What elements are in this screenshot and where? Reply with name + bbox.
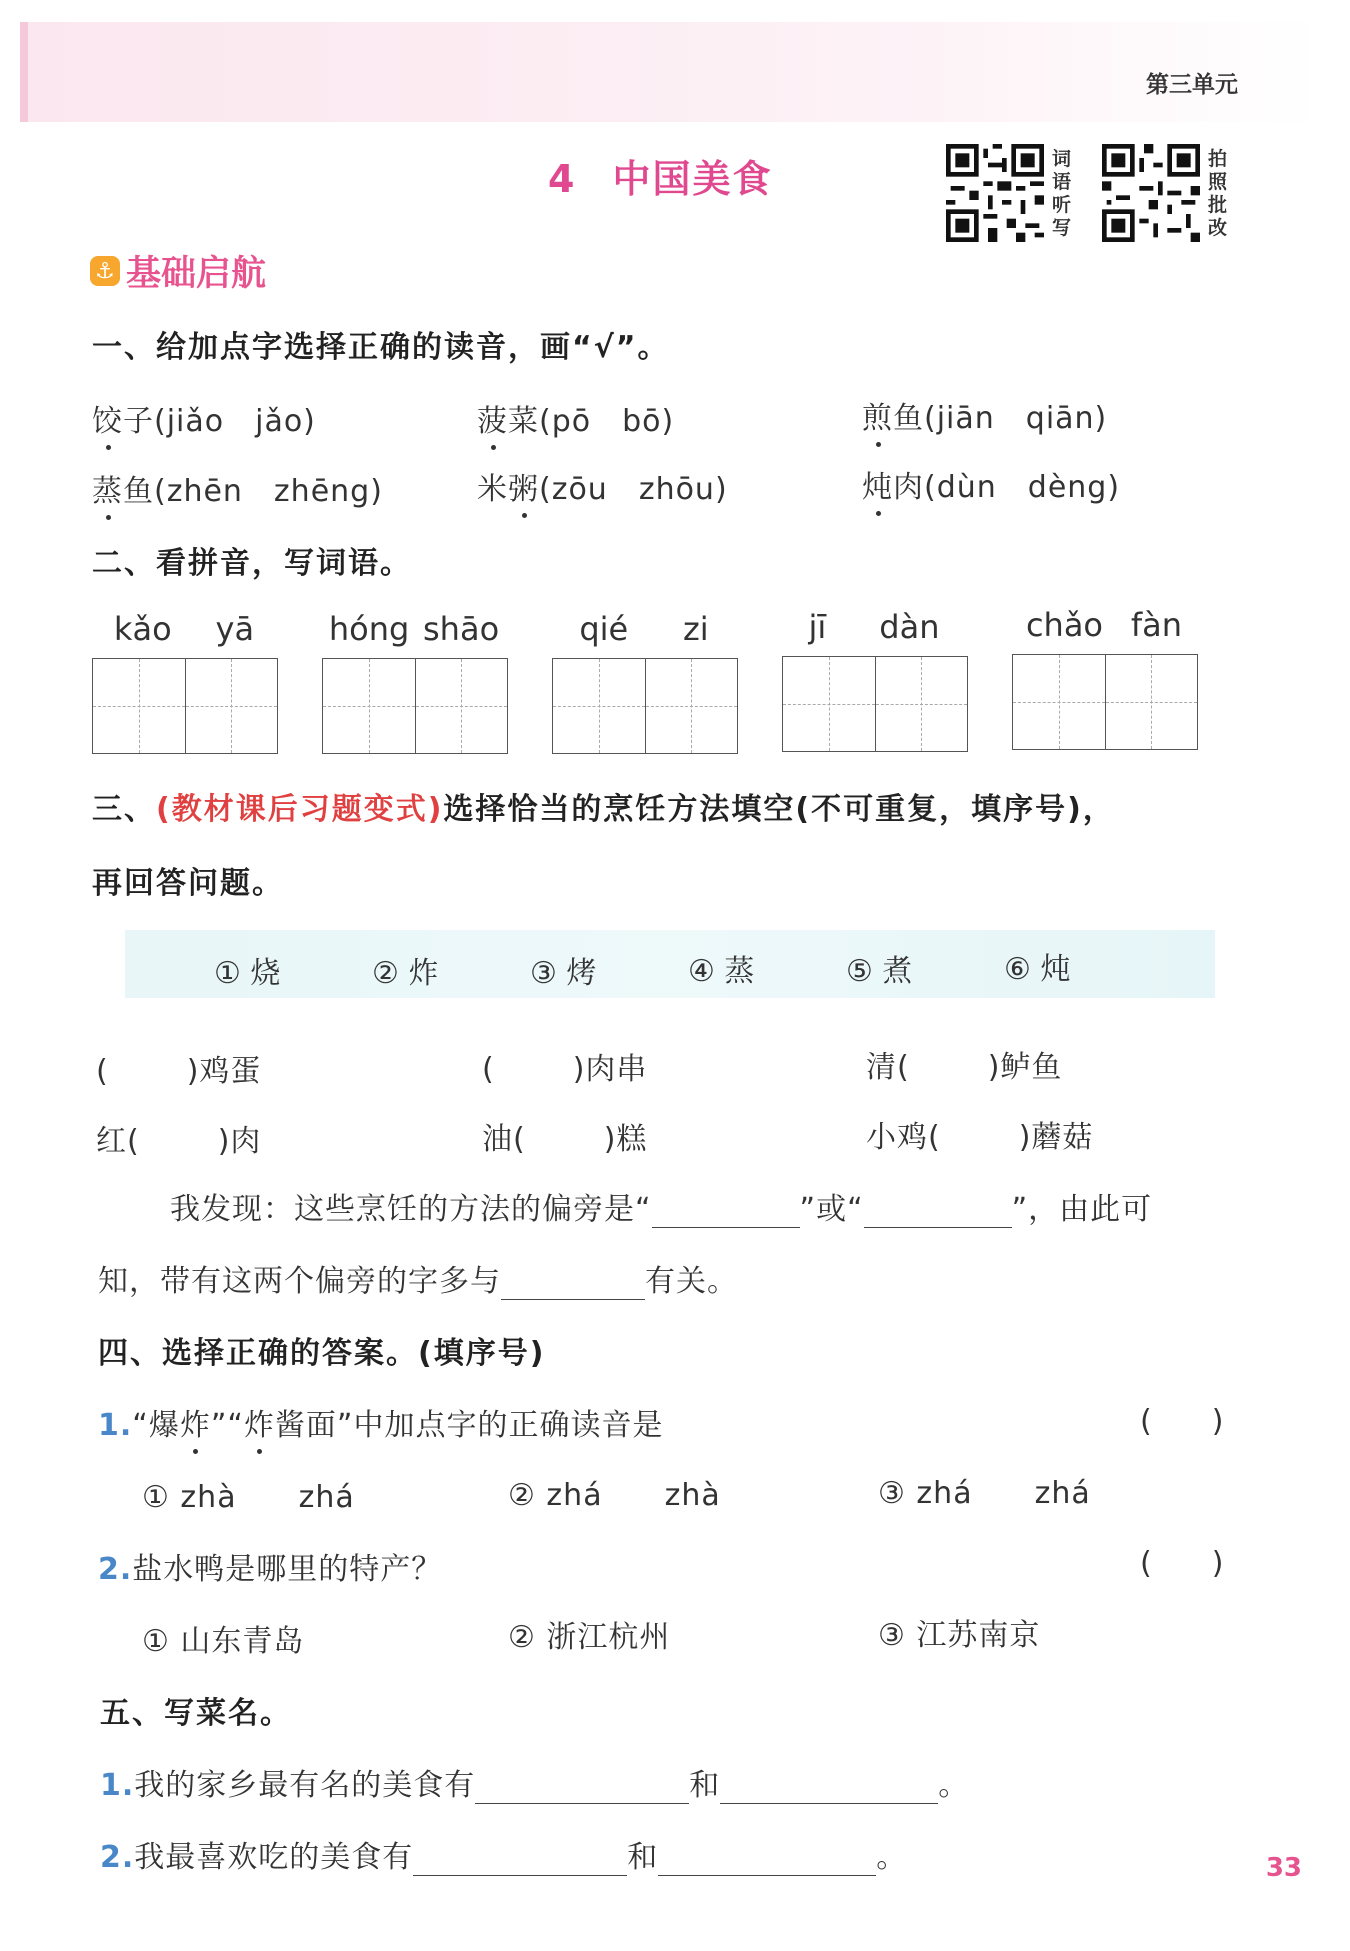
method-option: ④ 蒸: [688, 954, 755, 989]
q3-tag: (教材课后习题变式): [156, 792, 444, 827]
pinyin-group: jī dàn: [808, 608, 940, 646]
method-option: ② 炸: [372, 956, 439, 991]
q2-title: 二、看拼音，写词语。: [92, 546, 412, 581]
qr-code-icon[interactable]: [1102, 144, 1200, 242]
lesson-number: 4: [548, 157, 577, 201]
q1-item[interactable]: 饺子(jiǎo jǎo): [92, 396, 316, 440]
method-option: ⑤ 煮: [846, 954, 913, 989]
method-option: ③ 烤: [530, 956, 597, 991]
qr-label-photo-grading: 拍 照 批 改: [1208, 148, 1228, 239]
lesson-title: [548, 148, 772, 203]
qr-label-dictation: 词 语 听 写: [1052, 148, 1072, 239]
fill-blank-item[interactable]: ( )肉串: [482, 1052, 648, 1087]
qr-code-icon[interactable]: [946, 144, 1044, 242]
q4-option[interactable]: ① zhà zhá: [142, 1480, 355, 1515]
q5-item: 2.我最喜欢吃的美食有 和 。: [100, 1840, 908, 1875]
header-band: [20, 22, 1320, 122]
q5-title: 五、写菜名。: [100, 1696, 292, 1731]
pinyin-group: kǎo yā: [113, 610, 255, 648]
answer-blank[interactable]: [475, 1803, 689, 1804]
q1-item[interactable]: 菠菜(pō bō): [477, 396, 674, 440]
discovery-line-2: 知，带有这两个偏旁的字多与 有关。: [98, 1264, 738, 1299]
q1-item[interactable]: 蒸鱼(zhēn zhēng): [92, 466, 383, 510]
answer-blank[interactable]: [413, 1875, 627, 1876]
pinyin-group: chǎo fàn: [1025, 606, 1183, 644]
q5-item: 1.我的家乡最有名的美食有 和 。: [100, 1768, 970, 1803]
fill-blank-item[interactable]: 油( )糕: [482, 1122, 648, 1157]
pinyin-group: hóng shāo: [328, 610, 500, 648]
q4-title: 四、选择正确的答案。(填序号): [98, 1336, 546, 1371]
writing-grid[interactable]: [1012, 654, 1198, 750]
answer-blank[interactable]: [720, 1803, 938, 1804]
q1-item[interactable]: 炖肉(dùn dèng): [862, 462, 1120, 506]
q3-title: 三、(教材课后习题变式)选择恰当的烹饪方法填空(不可重复，填序号)，: [92, 792, 1115, 827]
method-option: ⑥ 炖: [1004, 952, 1071, 987]
answer-blank[interactable]: [501, 1299, 645, 1300]
lesson-name: 中国美食: [612, 157, 773, 201]
pinyin-group: qié zi: [579, 610, 709, 648]
writing-grid[interactable]: [322, 658, 508, 754]
q4-option[interactable]: ② zhá zhà: [508, 1478, 721, 1513]
fill-blank-item[interactable]: 清( )鲈鱼: [866, 1050, 1063, 1085]
writing-grid[interactable]: [782, 656, 968, 752]
q3-title-cont: 再回答问题。: [92, 866, 284, 901]
q4-option[interactable]: ③ 江苏南京: [878, 1618, 1041, 1653]
q4-option[interactable]: ① 山东青岛: [142, 1624, 305, 1659]
fill-blank-item[interactable]: 红( )肉: [96, 1124, 262, 1159]
unit-label: 第三单元: [1146, 72, 1238, 98]
q4-question-2: 2.盐水鸭是哪里的特产？: [98, 1552, 443, 1587]
discovery-line-1: 我发现：这些烹饪的方法的偏旁是“ ”或“ ”，由此可: [170, 1192, 1153, 1227]
q1-title: 一、给加点字选择正确的读音，画“√”。: [92, 330, 670, 365]
q4-question-1: 1.“爆炸”“炸酱面”中加点字的正确读音是: [98, 1400, 663, 1444]
q4-option[interactable]: ③ zhá zhá: [878, 1476, 1091, 1511]
method-option: ① 烧: [214, 956, 281, 991]
answer-blank[interactable]: [652, 1227, 800, 1228]
section-heading: [90, 246, 266, 296]
fill-blank-item[interactable]: ( )鸡蛋: [96, 1054, 262, 1089]
writing-grid[interactable]: [552, 658, 738, 754]
q1-item[interactable]: 米粥(zōu zhōu): [477, 464, 728, 508]
answer-paren[interactable]: ( ): [1140, 1404, 1224, 1439]
page-number: 33: [1265, 1853, 1302, 1883]
q4-option[interactable]: ② 浙江杭州: [508, 1620, 671, 1655]
q1-item[interactable]: 煎鱼(jiān qiān): [862, 393, 1107, 437]
answer-blank[interactable]: [658, 1875, 876, 1876]
fill-blank-item[interactable]: 小鸡( )蘑菇: [866, 1120, 1094, 1155]
answer-paren[interactable]: ( ): [1140, 1546, 1224, 1581]
anchor-icon: ⚓: [90, 256, 120, 286]
writing-grid[interactable]: [92, 658, 278, 754]
section-title: 基础启航: [126, 254, 267, 294]
answer-blank[interactable]: [864, 1227, 1012, 1228]
